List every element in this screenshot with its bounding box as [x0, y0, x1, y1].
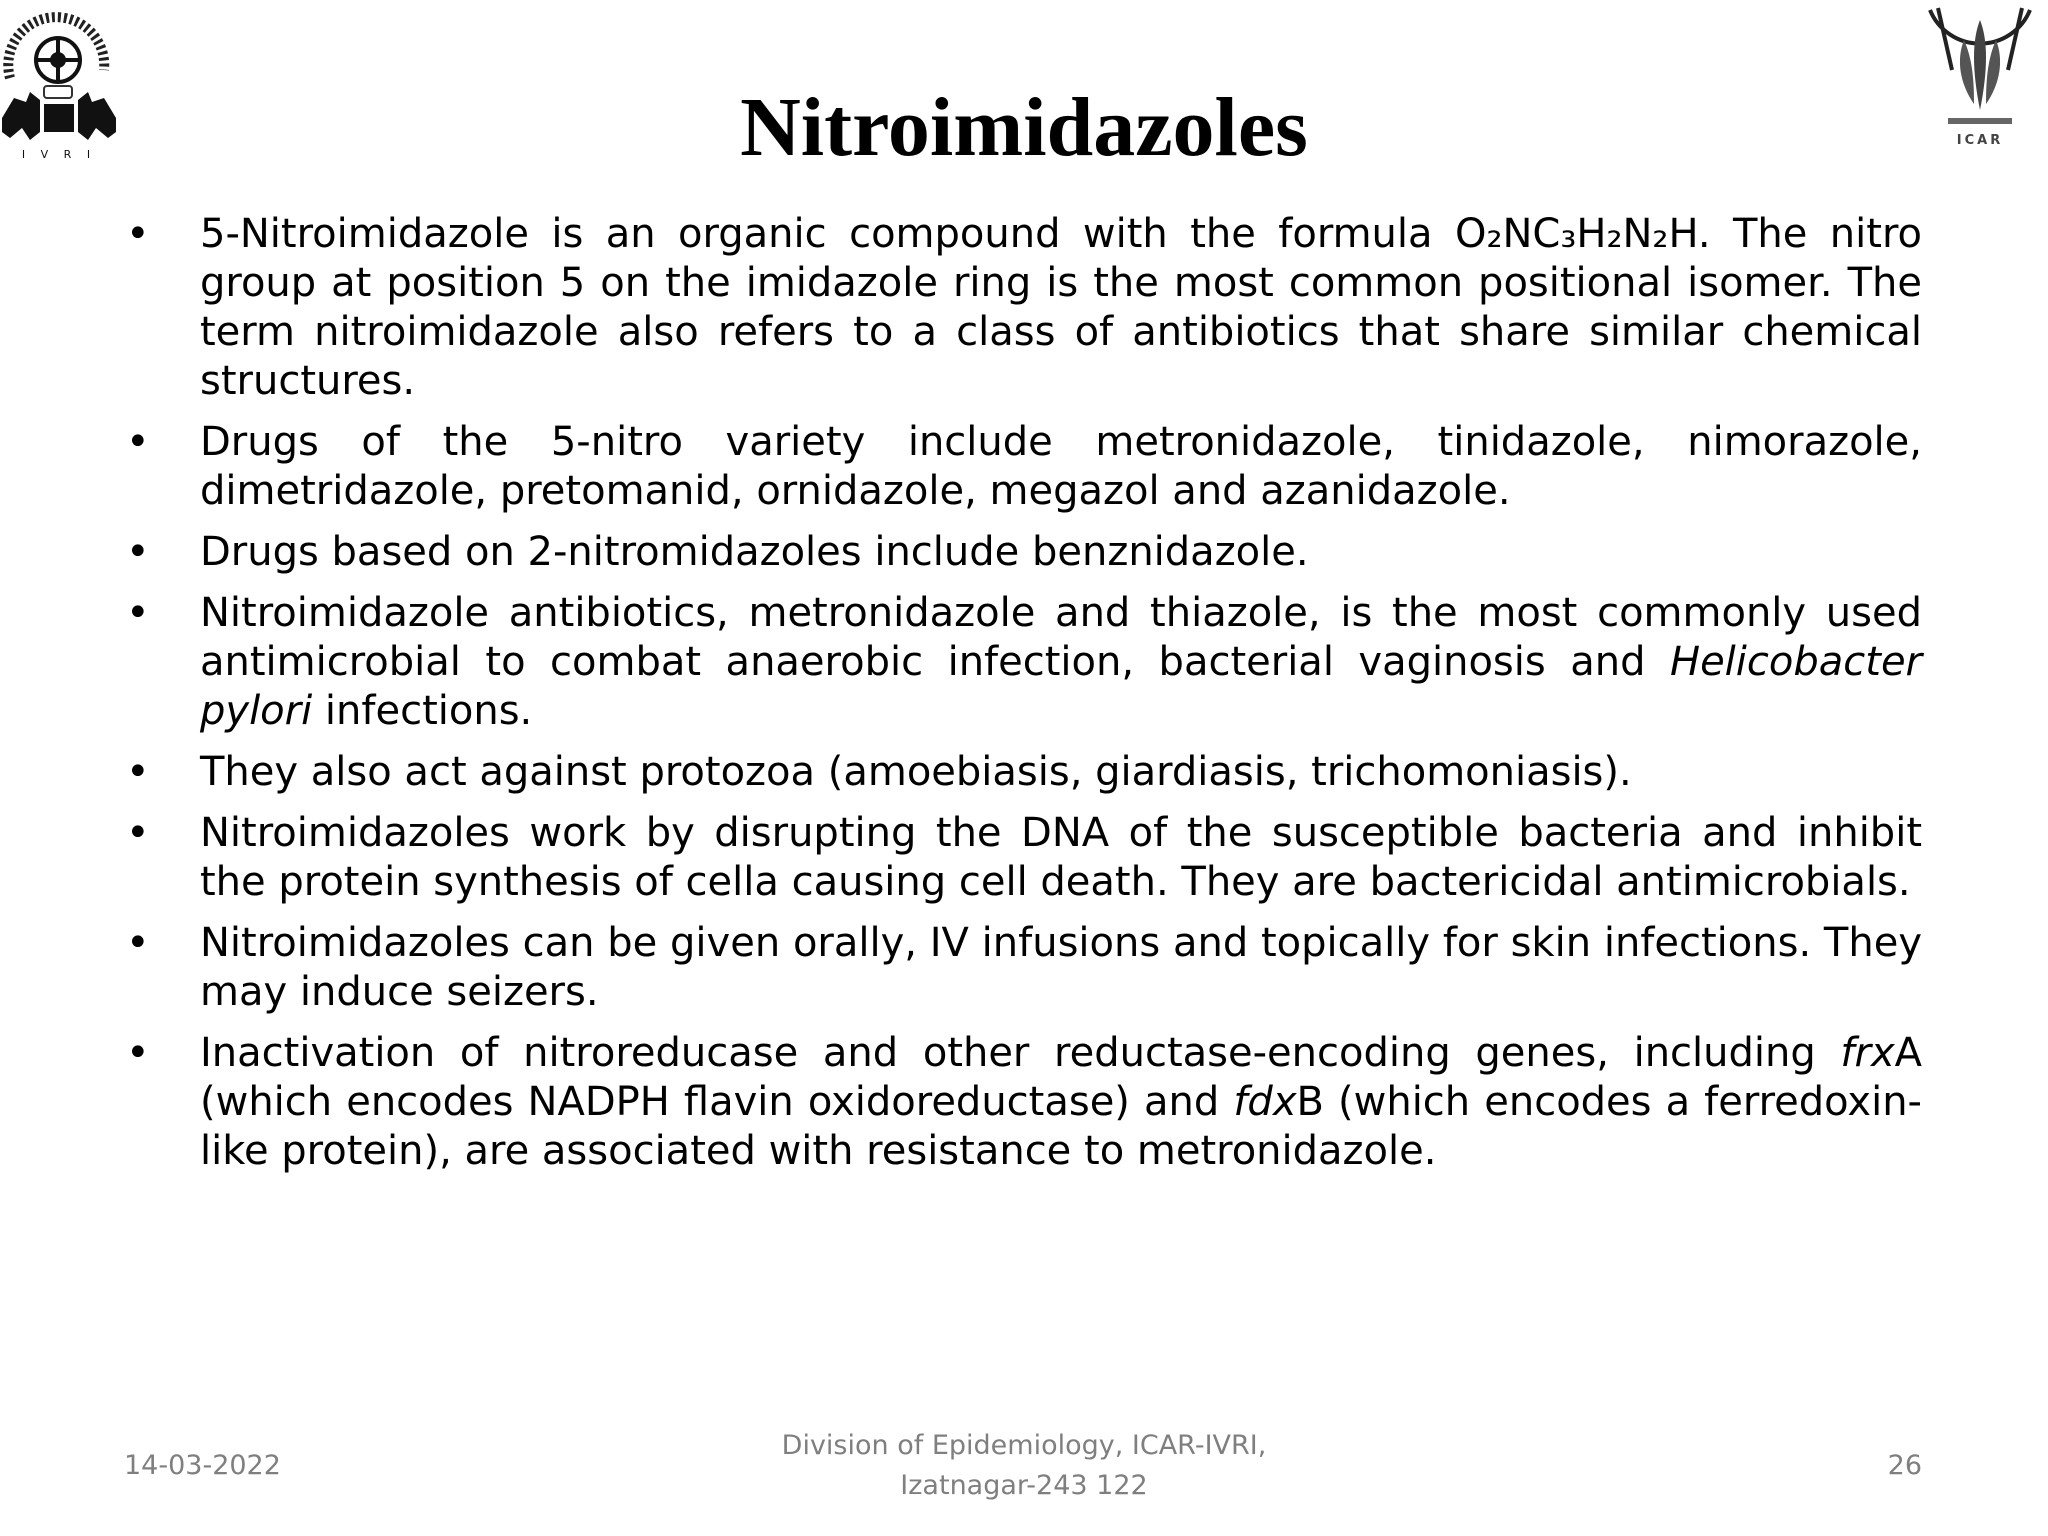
- footer-institution-line2: Izatnagar-243 122: [900, 1470, 1148, 1501]
- bullet-item: • 5-Nitroimidazole is an organic compound with the formula O₂NC₃H₂N₂H. The nitro group at position 5 on the imidazole ring is the most common positional isomer. The term nitroimidazole also refers to a class of antibiotics that share similar chemical structures.: [118, 210, 1922, 406]
- slide-body: [118, 210, 1922, 1188]
- bullet-list: [118, 210, 1922, 1176]
- footer-page-number: 26: [1887, 1450, 1922, 1481]
- ivri-caption: I V R I: [21, 148, 97, 161]
- bullet-item: • Nitroimidazoles work by disrupting the DNA of the susceptible bacteria and inhibit the protein synthesis of cella causing cell death. They are bactericidal antimicrobials.: [118, 809, 1922, 907]
- bullet-text: Inactivation of nitroreducase and other reductase-encoding genes, including: [200, 1030, 1841, 1076]
- slide-title: Nitroimidazoles: [740, 81, 1308, 174]
- icar-caption: ICAR: [1956, 133, 2004, 148]
- bullet-text: A (which encodes NADPH flavin oxidoreductase) and: [200, 1030, 1922, 1125]
- footer-institution-line1: Division of Epidemiology, ICAR-IVRI,: [781, 1430, 1267, 1461]
- bullet-item: [118, 1029, 1922, 1176]
- bullet-italic-text: fdx: [1233, 1079, 1297, 1125]
- bullet-text: B (which encodes a ferredoxin-like protein), are associated with resistance to metronidazole.: [200, 1079, 1922, 1174]
- bullet-item: • Nitroimidazoles can be given orally, IV infusions and topically for skin infections. They may induce seizers.: [118, 919, 1922, 1017]
- bullet-italic-text: Helicobacter pylori: [200, 639, 1922, 734]
- bullet-text: infections.: [312, 688, 533, 734]
- bullet-item: [118, 589, 1922, 736]
- footer-date: 14-03-2022: [124, 1450, 281, 1481]
- footer-institution: [0, 1426, 2048, 1506]
- bullet-item: • They also act against protozoa (amoebiasis, giardiasis, trichomoniasis).: [118, 748, 1922, 797]
- bullet-italic-text: frx: [1840, 1030, 1895, 1076]
- bullet-item: • Drugs of the 5-nitro variety include metronidazole, tinidazole, nimorazole, dimetridazole, pretomanid, ornidazole, megazol and azanidazole.: [118, 418, 1922, 516]
- bullet-text: Nitroimidazole antibiotics, metronidazole and thiazole, is the most commonly used antimicrobial to combat anaerobic infection, bacterial vaginosis and: [200, 590, 1922, 685]
- bullet-item: • Drugs based on 2-nitromidazoles include benznidazole.: [118, 528, 1922, 577]
